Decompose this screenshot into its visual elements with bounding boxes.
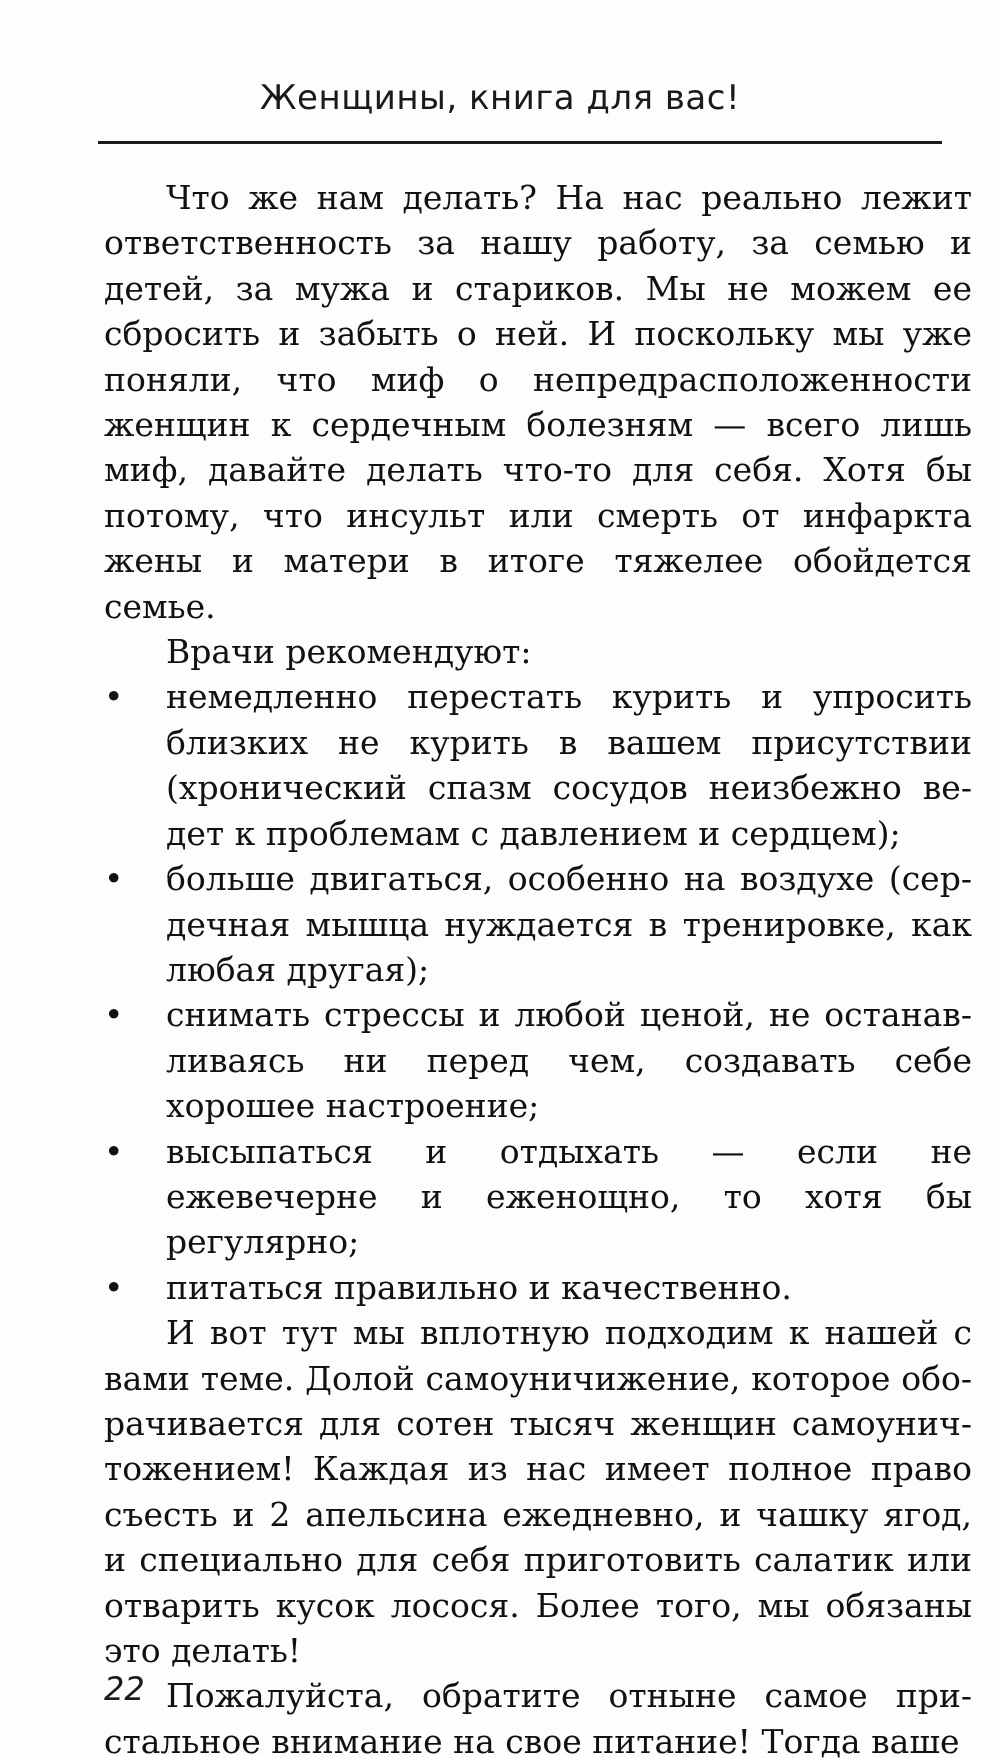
bullet-icon: • <box>104 1131 124 1171</box>
bullet-icon: • <box>104 677 124 717</box>
list-item-text: питаться правильно и качественно. <box>166 1267 792 1307</box>
bullet-icon: • <box>104 859 124 899</box>
list-item-text: снимать стрессы и любой ценой, не останавливаясь ни перед чем, создавать себе хорошее настроение; <box>166 995 972 1126</box>
paragraph: Что же нам делать? На нас реально лежит ответственность за нашу работу, за семью и детей, за мужа и стариков. Мы не можем ее сбросить и забыть о ней. И поскольку мы уже поняли, что миф о непредрасположенности женщин к сердечным болезням — всего лишь миф, давайте делать что-то для себя. Хотя бы потому, что инсульт или смерть от инфаркта жены и матери в итоге тяжелее обойдется семье. <box>104 178 972 626</box>
running-title: Женщины, книга для вас! <box>259 78 741 118</box>
body-text <box>104 175 972 1764</box>
list-item-text: больше двигаться, особенно на воздухе (сердечная мышца нуждается в тренировке, как любая другая); <box>166 859 972 989</box>
page-number: 22 <box>104 1670 145 1708</box>
paragraph: И вот тут мы вплотную подходим к нашей с вами теме. Долой самоуничижение, которое оборачивается для сотен тысяч женщин самоуничтожением! Каждая из нас имеет полное право съесть и 2 апельсина ежедневно, и чашку ягод, и специально для себя приготовить салатик или отварить кусок лосося. Более того, мы обязаны это делать! <box>104 1313 972 1670</box>
bullet-icon: • <box>104 1267 124 1307</box>
list-item <box>104 674 972 856</box>
list-item-text: немедленно перестать курить и упросить близких не курить в вашем присутствии (хронический спазм сосудов неизбежно ведет к проблемам с давлением и сердцем); <box>166 677 972 853</box>
list-item <box>104 1129 972 1265</box>
list-item-text: высыпаться и отдыхать — если не ежевечерне и еженощно, то хотя бы регулярно; <box>166 1131 972 1262</box>
list-item <box>104 856 972 992</box>
paragraph: Врачи рекомендуют: <box>166 632 532 672</box>
recommendations-list <box>104 674 972 1310</box>
list-item <box>104 1265 972 1310</box>
header-rule <box>98 141 942 144</box>
bullet-icon: • <box>104 995 124 1035</box>
list-item <box>104 992 972 1128</box>
paragraph: Пожалуйста, обратите отныне самое пристальное внимание на свое питание! Тогда ваше <box>104 1676 972 1761</box>
